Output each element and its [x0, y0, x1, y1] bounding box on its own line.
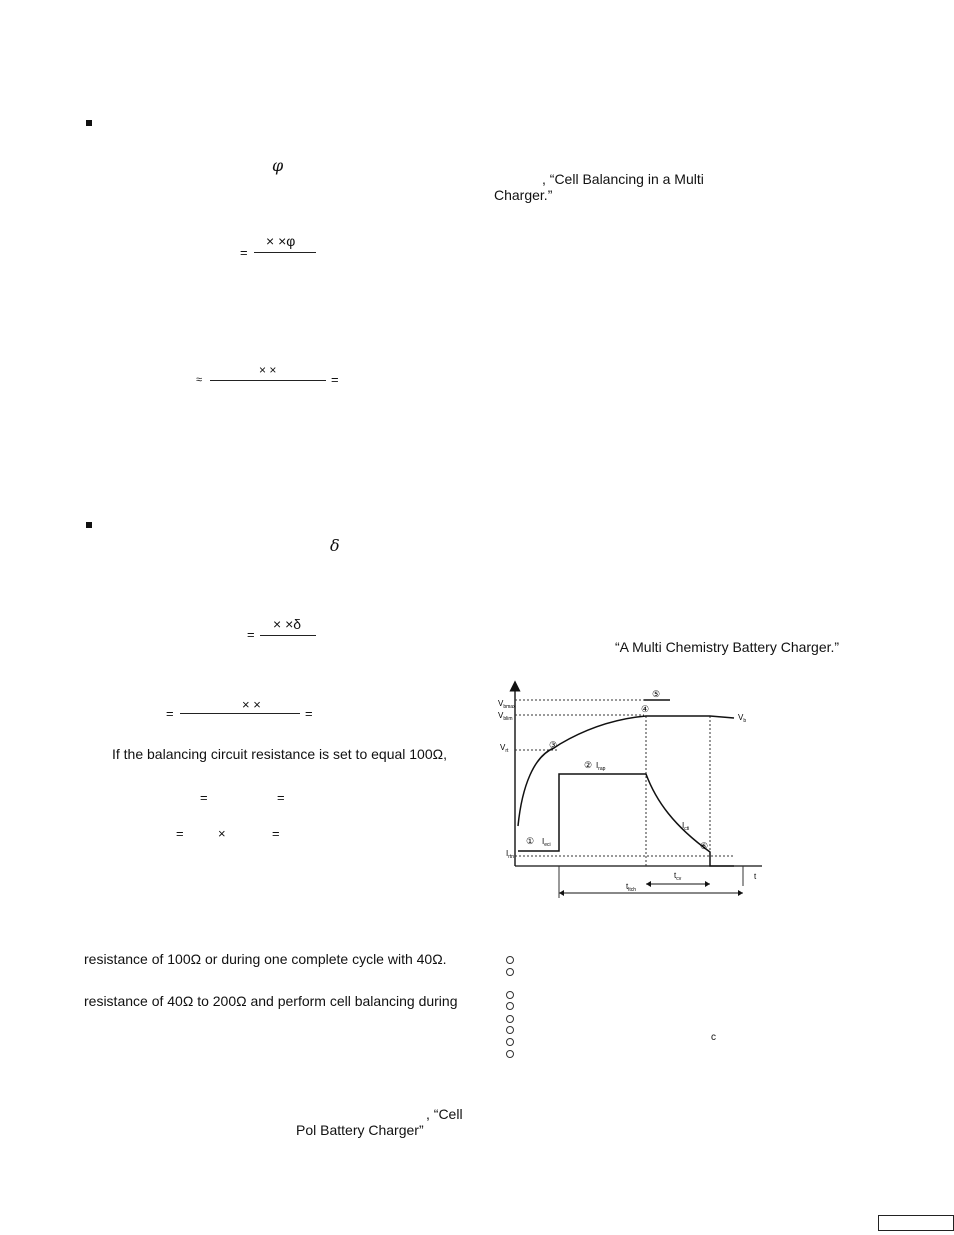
stage-marker-3: ③ — [549, 740, 558, 750]
eq2-equals: = — [331, 372, 339, 387]
eq5-equals-a: = — [200, 790, 208, 805]
voltage-curve — [518, 716, 734, 826]
eq3-fraction-line — [260, 635, 316, 636]
eq6-times: × — [218, 826, 226, 841]
stage-marker-6: ⑥ — [700, 841, 709, 851]
page-number-box — [878, 1215, 954, 1231]
reference-balancing-line-2: Charger.” — [494, 187, 553, 203]
eq2-numerator: × × — [259, 363, 277, 377]
list-circle-8 — [506, 1050, 514, 1058]
label-icti: $I_{cti}$ — [682, 821, 690, 832]
eq4-equals: = — [166, 706, 174, 721]
label-irap: $I_{rap}$ — [596, 761, 606, 772]
list-letter: c — [711, 1032, 716, 1043]
eq2-approx: ≈ — [196, 374, 203, 386]
list-circle-5 — [506, 1015, 514, 1023]
label-tcv: $t_{cv}$ — [674, 871, 682, 882]
eq1-equals: = — [240, 245, 248, 260]
label-vrt: $V_{rt}$ — [500, 743, 509, 754]
label-t-axis: t — [754, 872, 757, 881]
list-circle-7 — [506, 1038, 514, 1046]
section-bullet-1 — [86, 120, 92, 126]
stage-marker-1: ① — [526, 836, 535, 846]
label-vblim: $V_{blim}$ — [498, 711, 513, 722]
delta-symbol: δ — [330, 536, 340, 555]
eq6-equals-b: = — [272, 826, 280, 841]
label-irtn: $I_{rtn}$ — [506, 849, 515, 860]
eq4-equals-right: = — [305, 706, 313, 721]
eq6-equals-a: = — [176, 826, 184, 841]
eq3-equals: = — [247, 627, 255, 642]
list-circle-6 — [506, 1026, 514, 1034]
eq2-fraction-line — [210, 380, 326, 381]
label-vbmax: $V_{bmax}$ — [498, 699, 516, 710]
eq4-numerator: × × — [242, 697, 261, 712]
current-curve — [518, 774, 734, 866]
list-circle-3 — [506, 991, 514, 999]
phi-symbol: φ — [272, 156, 284, 175]
label-vb: $V_b$ — [738, 713, 747, 724]
list-circle-2 — [506, 968, 514, 976]
charging-profile-chart — [494, 676, 764, 906]
label-ieci: $I_{eci}$ — [542, 837, 551, 848]
reference-cell-tail: , “Cell — [426, 1106, 463, 1122]
stage-marker-2: ② — [584, 760, 593, 770]
section-bullet-2 — [86, 522, 92, 528]
label-tltch: $t_{ltch}$ — [626, 882, 637, 893]
resistance-line-1: resistance of 100Ω or during one complete cycle with 40Ω. — [84, 951, 447, 967]
eq3-numerator: × ×δ — [273, 616, 302, 632]
list-circle-4 — [506, 1002, 514, 1010]
list-circle-1 — [506, 956, 514, 964]
reference-multi-chemistry: “A Multi Chemistry Battery Charger.” — [615, 639, 840, 655]
eq1-fraction-line — [254, 252, 316, 253]
reference-balancing-line-1: , “Cell Balancing in a Multi — [542, 171, 704, 187]
reference-pol-tail: Pol Battery Charger” — [296, 1122, 424, 1138]
balancing-resistance-sentence: If the balancing circuit resistance is set to equal 100Ω, — [112, 746, 447, 762]
eq4-fraction-line — [180, 713, 300, 714]
eq5-equals-b: = — [277, 790, 285, 805]
resistance-line-2: resistance of 40Ω to 200Ω and perform cell balancing during — [84, 993, 458, 1009]
stage-marker-4: ④ — [641, 704, 650, 714]
stage-marker-5: ⑤ — [652, 689, 661, 699]
eq1-numerator: × ×φ — [266, 233, 296, 249]
